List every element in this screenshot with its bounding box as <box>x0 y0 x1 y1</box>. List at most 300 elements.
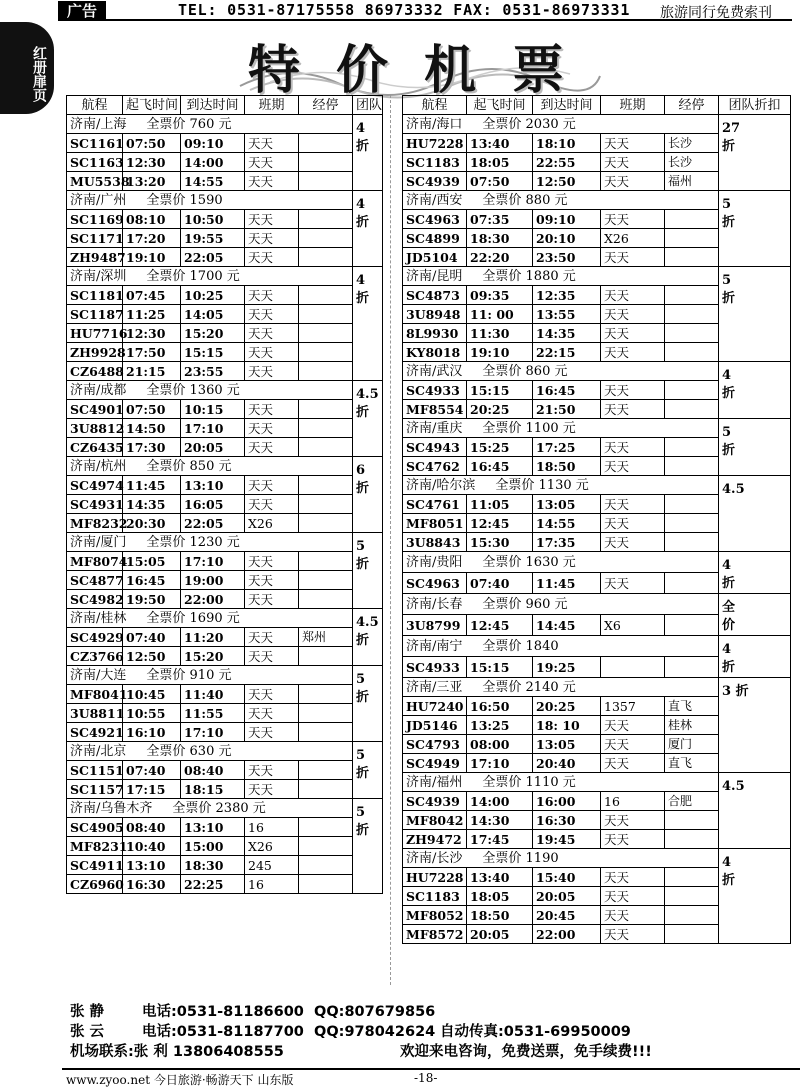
contact-name: 张 静 <box>70 1004 105 1020</box>
arrival-time: 09:10 <box>533 210 601 229</box>
flight-number: SC1183 <box>403 153 467 172</box>
departure-time: 10:55 <box>123 704 181 723</box>
side-tab: 红册扉页 <box>0 22 54 114</box>
flight-number: MF8074 <box>67 552 123 571</box>
stopover: 直飞 <box>665 697 719 716</box>
departure-time: 17:50 <box>123 343 181 362</box>
group-discount: 4.5 折 <box>353 609 383 666</box>
flight-number: SC4901 <box>67 400 123 419</box>
arrival-time: 20:45 <box>533 906 601 925</box>
flight-row <box>67 704 383 723</box>
flight-number: JD5104 <box>403 248 467 267</box>
flight-row <box>67 324 383 343</box>
schedule-days: 天天 <box>245 685 299 704</box>
arrival-time: 18:10 <box>533 134 601 153</box>
stopover <box>299 134 353 153</box>
arrival-time: 22:00 <box>533 925 601 944</box>
arrival-time: 11:20 <box>181 628 245 647</box>
arrival-time: 14:55 <box>181 172 245 191</box>
flight-row <box>67 229 383 248</box>
group-discount: 5 折 <box>353 666 383 742</box>
route-name: 济南/杭州 <box>70 458 127 474</box>
route-row <box>67 533 383 552</box>
route-row <box>403 552 791 573</box>
flight-number: MF8052 <box>403 906 467 925</box>
route-cell <box>67 191 353 210</box>
route-name: 济南/哈尔滨 <box>406 477 476 493</box>
contact-phone: 电话:0531-81187700 <box>142 1024 304 1040</box>
stopover <box>299 229 353 248</box>
arrival-time: 23:55 <box>181 362 245 381</box>
flight-number: SC1161 <box>67 134 123 153</box>
departure-time: 13:25 <box>467 716 533 735</box>
group-discount: 27 折 <box>719 115 791 191</box>
route-cell <box>403 552 719 573</box>
route-name: 济南/北京 <box>70 743 127 759</box>
left-fare-table <box>66 95 383 894</box>
schedule-days: 天天 <box>601 716 665 735</box>
departure-time: 17:45 <box>467 830 533 849</box>
stopover <box>299 286 353 305</box>
stopover <box>299 343 353 362</box>
departure-time: 18:05 <box>467 887 533 906</box>
route-cell <box>67 457 353 476</box>
route-name: 济南/厦门 <box>70 534 127 550</box>
stopover <box>299 476 353 495</box>
flight-number: 3U8843 <box>403 533 467 552</box>
route-cell <box>67 609 353 628</box>
route-row <box>403 594 791 615</box>
route-name: 济南/上海 <box>70 116 127 132</box>
arrival-time: 11:55 <box>181 704 245 723</box>
arrival-time: 11:45 <box>533 573 601 594</box>
departure-time: 07:45 <box>123 286 181 305</box>
page-title <box>230 26 610 101</box>
route-cell <box>403 773 719 792</box>
stopover: 郑州 <box>299 628 353 647</box>
schedule-days: 天天 <box>245 286 299 305</box>
departure-time: 18:30 <box>467 229 533 248</box>
group-discount: 5 折 <box>353 799 383 894</box>
flight-number: ZH9928 <box>67 343 123 362</box>
arrival-time: 19:25 <box>533 657 601 678</box>
group-discount: 4 折 <box>719 552 791 594</box>
route-row <box>403 115 791 134</box>
departure-time: 10:40 <box>123 837 181 856</box>
route-name: 济南/深圳 <box>70 268 127 284</box>
flight-row <box>67 210 383 229</box>
route-price: 全票价 1190 <box>482 850 559 866</box>
stopover <box>299 571 353 590</box>
route-price: 全票价 1360 元 <box>146 382 240 398</box>
arrival-time: 20:10 <box>533 229 601 248</box>
schedule-days: 天天 <box>601 248 665 267</box>
schedule-days: 16 <box>601 792 665 811</box>
route-row <box>67 666 383 685</box>
flight-row <box>67 362 383 381</box>
stopover <box>665 887 719 906</box>
flight-number: SC4963 <box>403 573 467 594</box>
flight-number: MF8554 <box>403 400 467 419</box>
arrival-time: 17:10 <box>181 419 245 438</box>
flight-number: SC4873 <box>403 286 467 305</box>
arrival-time: 18:50 <box>533 457 601 476</box>
route-price: 全票价 760 元 <box>146 116 232 132</box>
stopover <box>299 590 353 609</box>
arrival-time: 16:00 <box>533 792 601 811</box>
flight-row <box>67 761 383 780</box>
schedule-days: 天天 <box>245 305 299 324</box>
flight-row <box>67 438 383 457</box>
flight-number: SC4761 <box>403 495 467 514</box>
flight-number: HU7228 <box>403 134 467 153</box>
arrival-time: 13:05 <box>533 495 601 514</box>
footer-site: www.zyoo.net 今日旅游·畅游天下 山东版 <box>66 1073 294 1087</box>
flight-number: SC4982 <box>67 590 123 609</box>
group-discount: 6 折 <box>353 457 383 533</box>
route-price: 全票价 2140 元 <box>482 679 576 695</box>
departure-time: 13:40 <box>467 868 533 887</box>
schedule-days: 天天 <box>601 324 665 343</box>
departure-time: 12:50 <box>123 647 181 666</box>
departure-time: 19:10 <box>123 248 181 267</box>
schedule-days: 天天 <box>601 210 665 229</box>
route-price: 全票价 2380 元 <box>172 800 266 816</box>
arrival-time: 21:50 <box>533 400 601 419</box>
arrival-time: 15:20 <box>181 647 245 666</box>
arrival-time: 19:55 <box>181 229 245 248</box>
stopover <box>299 248 353 267</box>
schedule-days: 天天 <box>601 533 665 552</box>
route-cell <box>67 666 353 685</box>
flight-number: MF8042 <box>403 811 467 830</box>
route-price: 全票价 1700 元 <box>146 268 240 284</box>
departure-time: 20:05 <box>467 925 533 944</box>
flight-row <box>67 552 383 571</box>
schedule-days: 天天 <box>245 400 299 419</box>
route-price: 全票价 1110 元 <box>482 774 576 790</box>
flight-row <box>67 837 383 856</box>
route-row <box>403 773 791 792</box>
arrival-time: 22:15 <box>533 343 601 362</box>
flight-row <box>67 286 383 305</box>
flight-number: MF8572 <box>403 925 467 944</box>
schedule-days: 天天 <box>601 381 665 400</box>
departure-time: 15:15 <box>467 657 533 678</box>
route-row <box>67 267 383 286</box>
departure-time: 18:50 <box>467 906 533 925</box>
route-cell <box>403 849 719 868</box>
route-row <box>403 191 791 210</box>
stopover: 直飞 <box>665 754 719 773</box>
schedule-days: 天天 <box>601 735 665 754</box>
schedule-days: 天天 <box>245 647 299 666</box>
arrival-time: 14:00 <box>181 153 245 172</box>
stopover <box>299 723 353 742</box>
schedule-days: 天天 <box>601 400 665 419</box>
departure-time: 20:25 <box>467 400 533 419</box>
route-name: 济南/三亚 <box>406 679 463 695</box>
flight-row <box>67 780 383 799</box>
title-text: 特价机票 <box>248 40 601 101</box>
stopover <box>299 685 353 704</box>
schedule-days: 天天 <box>245 495 299 514</box>
departure-time: 12:45 <box>467 615 533 636</box>
group-discount: 4 折 <box>719 636 791 678</box>
departure-time: 14:50 <box>123 419 181 438</box>
group-discount: 全 价 <box>719 594 791 636</box>
route-price: 全票价 2030 元 <box>482 116 576 132</box>
route-name: 济南/长沙 <box>406 850 463 866</box>
departure-time: 07:50 <box>123 400 181 419</box>
flight-number: SC4943 <box>403 438 467 457</box>
contact-row <box>70 1002 790 1022</box>
flight-number: HU7716 <box>67 324 123 343</box>
schedule-days: 天天 <box>245 362 299 381</box>
stopover <box>665 514 719 533</box>
header-slogan: 旅游同行免费索刊 <box>660 5 772 21</box>
right-table-header <box>403 96 791 115</box>
stopover <box>665 830 719 849</box>
stopover <box>299 704 353 723</box>
route-cell <box>403 267 719 286</box>
column-divider <box>390 95 391 985</box>
stopover <box>665 615 719 636</box>
stopover: 合肥 <box>665 792 719 811</box>
schedule-days: 天天 <box>601 134 665 153</box>
departure-time: 11:05 <box>467 495 533 514</box>
departure-time: 08:10 <box>123 210 181 229</box>
departure-time: 09:35 <box>467 286 533 305</box>
route-row <box>67 799 383 818</box>
column-header: 到达时间 <box>181 96 245 115</box>
route-name: 济南/广州 <box>70 192 127 208</box>
schedule-days: 16 <box>245 818 299 837</box>
arrival-time: 10:50 <box>181 210 245 229</box>
route-cell <box>403 636 719 657</box>
schedule-days: X26 <box>245 514 299 533</box>
schedule-days: 天天 <box>245 571 299 590</box>
stopover <box>665 438 719 457</box>
arrival-time: 13:10 <box>181 818 245 837</box>
schedule-days: 天天 <box>601 754 665 773</box>
arrival-time: 20:40 <box>533 754 601 773</box>
arrival-time: 09:10 <box>181 134 245 153</box>
flight-number: SC4949 <box>403 754 467 773</box>
departure-time: 17:20 <box>123 229 181 248</box>
group-discount: 3 折 <box>719 678 791 773</box>
departure-time: 11:25 <box>123 305 181 324</box>
schedule-days: 天天 <box>601 343 665 362</box>
route-name: 济南/福州 <box>406 774 463 790</box>
flight-number: MF8231 <box>67 837 123 856</box>
route-cell <box>403 115 719 134</box>
flight-number: HU7240 <box>403 697 467 716</box>
route-price: 全票价 1590 <box>146 192 223 208</box>
arrival-time: 22:00 <box>181 590 245 609</box>
departure-time: 07:40 <box>123 761 181 780</box>
flight-number: SC4933 <box>403 657 467 678</box>
departure-time: 07:40 <box>467 573 533 594</box>
stopover <box>665 457 719 476</box>
stopover <box>665 495 719 514</box>
stopover <box>665 381 719 400</box>
stopover <box>299 305 353 324</box>
stopover <box>299 514 353 533</box>
arrival-time: 15:00 <box>181 837 245 856</box>
departure-time: 22:20 <box>467 248 533 267</box>
stopover: 长沙 <box>665 153 719 172</box>
stopover <box>665 657 719 678</box>
stopover <box>665 248 719 267</box>
schedule-days: 天天 <box>245 153 299 172</box>
departure-time: 14:30 <box>467 811 533 830</box>
arrival-time: 20:05 <box>533 887 601 906</box>
route-price: 全票价 1880 元 <box>482 268 576 284</box>
flight-row <box>67 571 383 590</box>
route-row <box>403 362 791 381</box>
flight-row <box>67 685 383 704</box>
flight-row <box>67 818 383 837</box>
flight-number: SC4931 <box>67 495 123 514</box>
schedule-days <box>601 657 665 678</box>
stopover <box>299 210 353 229</box>
flight-number: SC1181 <box>67 286 123 305</box>
route-name: 济南/成都 <box>70 382 127 398</box>
route-name: 济南/贵阳 <box>406 554 463 570</box>
schedule-days: 天天 <box>601 438 665 457</box>
route-name: 济南/海口 <box>406 116 463 132</box>
schedule-days: 天天 <box>245 761 299 780</box>
departure-time: 16:45 <box>123 571 181 590</box>
flight-row <box>67 305 383 324</box>
arrival-time: 16:30 <box>533 811 601 830</box>
flight-number: SC1183 <box>403 887 467 906</box>
stopover <box>299 647 353 666</box>
stopover <box>665 868 719 887</box>
flight-number: SC1169 <box>67 210 123 229</box>
group-discount: 4.5 <box>719 773 791 849</box>
route-row <box>403 849 791 868</box>
schedule-days: 天天 <box>601 172 665 191</box>
flight-number: CZ3766 <box>67 647 123 666</box>
schedule-days: X6 <box>601 615 665 636</box>
flight-number: MF8232 <box>67 514 123 533</box>
route-price: 全票价 1690 元 <box>146 610 240 626</box>
flight-row <box>67 514 383 533</box>
flight-row <box>67 723 383 742</box>
arrival-time: 12:35 <box>533 286 601 305</box>
route-name: 济南/重庆 <box>406 420 463 436</box>
route-cell <box>403 678 719 697</box>
flight-number: ZH9472 <box>403 830 467 849</box>
arrival-time: 14:35 <box>533 324 601 343</box>
schedule-days: 天天 <box>245 210 299 229</box>
departure-time: 12:30 <box>123 153 181 172</box>
stopover <box>665 400 719 419</box>
arrival-time: 19:45 <box>533 830 601 849</box>
flight-number: CZ6488 <box>67 362 123 381</box>
stopover <box>299 818 353 837</box>
route-name: 济南/大连 <box>70 667 127 683</box>
stopover <box>299 875 353 894</box>
schedule-days: 天天 <box>245 324 299 343</box>
departure-time: 16:10 <box>123 723 181 742</box>
flight-number: SC4793 <box>403 735 467 754</box>
column-header: 起飞时间 <box>123 96 181 115</box>
arrival-time: 18: 10 <box>533 716 601 735</box>
departure-time: 19:10 <box>467 343 533 362</box>
schedule-days: 天天 <box>245 704 299 723</box>
flight-number: 8L9930 <box>403 324 467 343</box>
departure-time: 11:45 <box>123 476 181 495</box>
flight-number: SC4963 <box>403 210 467 229</box>
flight-number: 3U8948 <box>403 305 467 324</box>
column-header: 团队折扣 <box>719 96 791 115</box>
airport-contact: 机场联系:张 利 13806408555 <box>70 1044 284 1060</box>
stopover <box>665 811 719 830</box>
departure-time: 07:50 <box>467 172 533 191</box>
stopover <box>299 780 353 799</box>
schedule-days: 天天 <box>601 457 665 476</box>
flight-row <box>67 419 383 438</box>
schedule-days: 天天 <box>601 925 665 944</box>
stopover <box>665 324 719 343</box>
stopover <box>299 495 353 514</box>
left-table-header <box>67 96 383 115</box>
flight-row <box>67 647 383 666</box>
ad-label: 广告 <box>58 1 106 21</box>
schedule-days: 天天 <box>601 906 665 925</box>
flight-row <box>67 628 383 647</box>
group-discount: 4 折 <box>719 849 791 944</box>
route-cell <box>403 419 719 438</box>
column-header: 团队 <box>353 96 383 115</box>
schedule-days: 天天 <box>601 153 665 172</box>
schedule-days: 天天 <box>601 868 665 887</box>
route-price: 全票价 960 元 <box>482 596 568 612</box>
arrival-time: 14:45 <box>533 615 601 636</box>
departure-time: 17:10 <box>467 754 533 773</box>
flight-number: SC1171 <box>67 229 123 248</box>
column-header: 班期 <box>601 96 665 115</box>
schedule-days: 天天 <box>601 514 665 533</box>
arrival-time: 18:30 <box>181 856 245 875</box>
stopover <box>299 552 353 571</box>
flight-row <box>67 476 383 495</box>
flight-number: SC4939 <box>403 172 467 191</box>
departure-time: 11: 00 <box>467 305 533 324</box>
column-header: 经停 <box>299 96 353 115</box>
route-row <box>67 609 383 628</box>
stopover <box>665 305 719 324</box>
route-cell <box>67 381 353 400</box>
departure-time: 15:15 <box>467 381 533 400</box>
arrival-time: 18:15 <box>181 780 245 799</box>
route-price: 全票价 1100 元 <box>482 420 576 436</box>
departure-time: 13:20 <box>123 172 181 191</box>
route-row <box>67 742 383 761</box>
route-cell <box>403 594 719 615</box>
arrival-time: 11:40 <box>181 685 245 704</box>
flight-number: SC1151 <box>67 761 123 780</box>
arrival-time: 22:05 <box>181 514 245 533</box>
stopover <box>299 400 353 419</box>
stopover <box>299 438 353 457</box>
column-header: 起飞时间 <box>467 96 533 115</box>
schedule-days: 1357 <box>601 697 665 716</box>
flight-row <box>67 856 383 875</box>
